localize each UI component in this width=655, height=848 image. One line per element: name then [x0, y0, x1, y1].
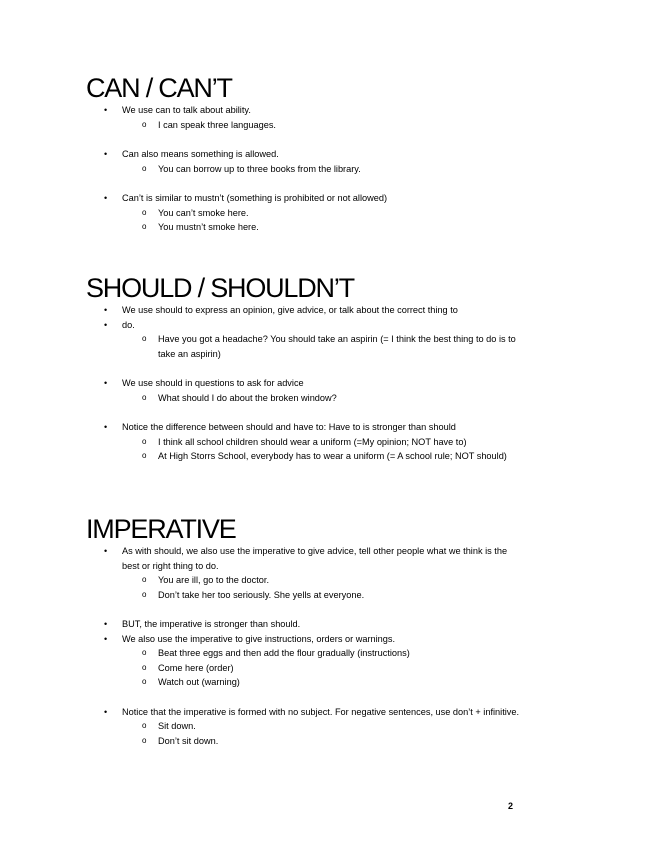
bullet-item: • We use can to talk about ability.: [86, 103, 526, 118]
bullet-item: • Notice the difference between should and have to: Have to is stronger than should: [86, 420, 526, 435]
sub-item: o Beat three eggs and then add the flour gradually (instructions): [86, 646, 526, 661]
sub-item: o You are ill, go to the doctor.: [86, 573, 526, 588]
bullet-item: • As with should, we also use the imperative to give advice, tell other people what we think is the best or right thing to do.: [86, 544, 526, 573]
bullet-item: • Notice that the imperative is formed with no subject. For negative sentences, use don’t + infinitive.: [86, 705, 526, 720]
sub-item: o You can borrow up to three books from the library.: [86, 162, 526, 177]
heading-should: SHOULD / SHOULDN’T: [86, 273, 354, 303]
sub-item: o Come here (order): [86, 661, 526, 676]
sub-item: o What should I do about the broken window?: [86, 391, 526, 406]
page-number: 2: [508, 801, 514, 811]
sub-item: o At High Storrs School, everybody has to wear a uniform (= A school rule; NOT should): [86, 449, 526, 464]
bullet-item: • We use should to express an opinion, give advice, or talk about the correct thing to: [86, 303, 526, 318]
sub-item: o Don’t sit down.: [86, 734, 526, 749]
sub-item: o I think all school children should wear a uniform (=My opinion; NOT have to): [86, 435, 526, 450]
heading-can: CAN / CAN’T: [86, 73, 232, 103]
bullet-item: • We use should in questions to ask for advice: [86, 376, 526, 391]
section-can: [86, 73, 526, 235]
section-imperative: [86, 514, 526, 748]
section-should: [86, 273, 526, 464]
sub-item: o You can’t smoke here.: [86, 206, 526, 221]
sub-item: o Sit down.: [86, 719, 526, 734]
sub-item: o I can speak three languages.: [86, 118, 526, 133]
bullet-item: • Can also means something is allowed.: [86, 147, 526, 162]
bullet-item: • Can’t is similar to mustn’t (something is prohibited or not allowed): [86, 191, 526, 206]
bullet-item: • We also use the imperative to give instructions, orders or warnings.: [86, 632, 526, 647]
sub-item: o Watch out (warning): [86, 675, 526, 690]
heading-imperative: IMPERATIVE: [86, 514, 236, 544]
sub-item: o Have you got a headache? You should take an aspirin (= I think the best thing to do is to take an aspirin): [86, 332, 526, 361]
sub-item: o Don’t take her too seriously. She yells at everyone.: [86, 588, 526, 603]
sub-item: o You mustn’t smoke here.: [86, 220, 526, 235]
bullet-item: • do.: [86, 318, 526, 333]
bullet-item: • BUT, the imperative is stronger than should.: [86, 617, 526, 632]
